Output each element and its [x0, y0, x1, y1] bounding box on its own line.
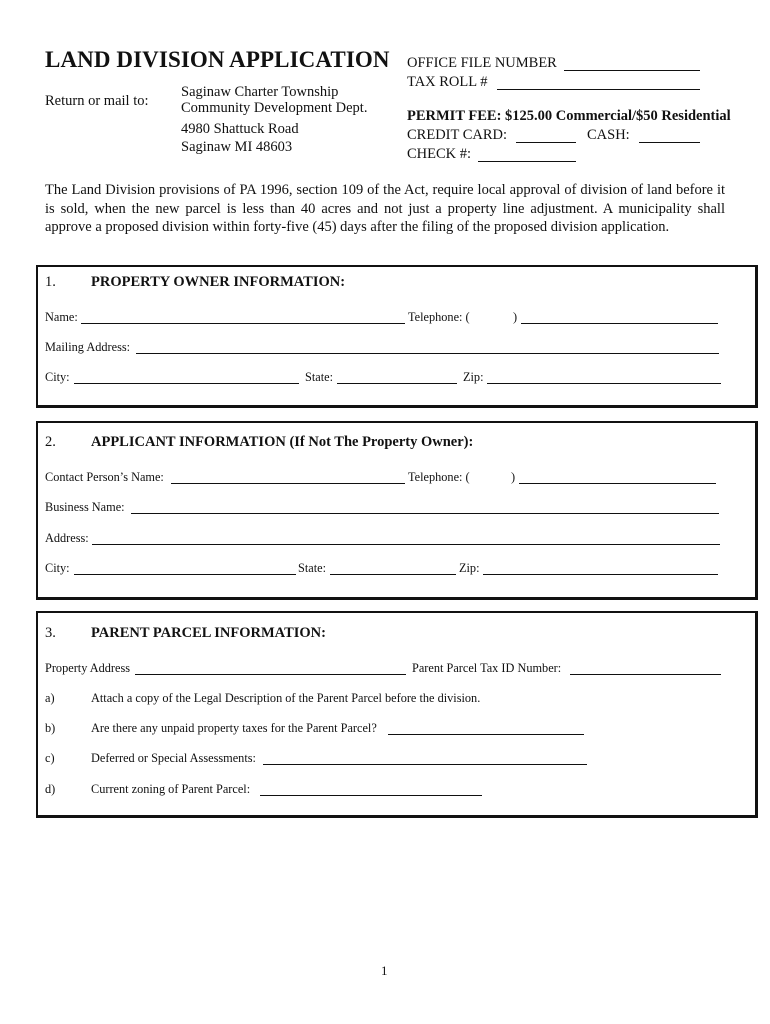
applicant-zip-label: Zip:	[459, 561, 480, 575]
item-b-letter: b)	[45, 721, 56, 735]
tax-id-field[interactable]	[570, 674, 721, 675]
applicant-state-field[interactable]	[330, 574, 456, 575]
business-name-label: Business Name:	[45, 500, 125, 514]
address-line-1: Saginaw Charter Township	[181, 84, 339, 100]
intro-paragraph: The Land Division provisions of PA 1996, section 109 of the Act, require local approval of division of land before it is sold, when the new parcel is less than 40 acres and not just a property line adjustment. A municipality shall approve a proposed division within forty-five (45) days after the filing of the proposed division application.	[45, 182, 725, 235]
tax-id-label: Parent Parcel Tax ID Number:	[412, 661, 562, 675]
applicant-state-label: State:	[298, 561, 327, 575]
owner-zip-label: Zip:	[463, 370, 484, 384]
cash-label: CASH:	[587, 127, 630, 143]
section1-title: PROPERTY OWNER INFORMATION:	[91, 274, 346, 290]
owner-zip-field[interactable]	[487, 383, 721, 384]
owner-mailing-field[interactable]	[136, 353, 719, 354]
section1-number: 1.	[45, 274, 56, 290]
credit-card-field[interactable]	[516, 142, 576, 143]
section3-title: PARENT PARCEL INFORMATION:	[91, 625, 326, 641]
return-label: Return or mail to:	[45, 93, 149, 109]
owner-telephone-field[interactable]	[521, 323, 718, 324]
item-d-text: Current zoning of Parent Parcel:	[91, 782, 251, 796]
property-address-label: Property Address	[45, 661, 131, 675]
item-b-text: Are there any unpaid property taxes for the Parent Parcel?	[91, 721, 377, 735]
contact-name-label: Contact Person’s Name:	[45, 470, 164, 484]
item-a-letter: a)	[45, 691, 55, 705]
tax-roll-field[interactable]	[497, 89, 700, 90]
business-name-field[interactable]	[131, 513, 719, 514]
tax-roll-label: TAX ROLL #	[407, 74, 488, 90]
credit-card-label: CREDIT CARD:	[407, 127, 508, 143]
owner-city-field[interactable]	[74, 383, 299, 384]
page-number: 1	[381, 963, 388, 978]
item-d-letter: d)	[45, 782, 56, 796]
owner-telephone-label: Telephone: (	[408, 310, 470, 324]
office-file-number-label: OFFICE FILE NUMBER	[407, 55, 557, 71]
check-field[interactable]	[478, 161, 576, 162]
owner-mailing-label: Mailing Address:	[45, 340, 131, 354]
zoning-field[interactable]	[260, 795, 482, 796]
cash-field[interactable]	[639, 142, 700, 143]
applicant-city-label: City:	[45, 561, 70, 575]
address-line-4: Saginaw MI 48603	[181, 139, 293, 155]
property-address-field[interactable]	[135, 674, 406, 675]
form-title: LAND DIVISION APPLICATION	[45, 47, 390, 72]
applicant-zip-field[interactable]	[483, 574, 718, 575]
applicant-city-field[interactable]	[74, 574, 296, 575]
applicant-telephone-paren: )	[511, 470, 516, 484]
address-line-2: Community Development Dept.	[181, 100, 368, 116]
applicant-telephone-field[interactable]	[519, 483, 716, 484]
check-label: CHECK #:	[407, 146, 472, 162]
unpaid-taxes-field[interactable]	[388, 734, 584, 735]
owner-state-label: State:	[305, 370, 334, 384]
address-line-3: 4980 Shattuck Road	[181, 121, 299, 137]
applicant-telephone-label: Telephone: (	[408, 470, 470, 484]
owner-name-field[interactable]	[81, 323, 405, 324]
item-a-text: Attach a copy of the Legal Description of the Parent Parcel before the division.	[91, 691, 481, 705]
owner-name-label: Name:	[45, 310, 78, 324]
owner-state-field[interactable]	[337, 383, 457, 384]
permit-fee: PERMIT FEE: $125.00 Commercial/$50 Residential	[407, 108, 731, 124]
section2-title: APPLICANT INFORMATION (If Not The Property Owner):	[91, 434, 474, 450]
item-c-letter: c)	[45, 751, 55, 765]
owner-city-label: City:	[45, 370, 70, 384]
section3-number: 3.	[45, 625, 56, 641]
item-c-text: Deferred or Special Assessments:	[91, 751, 256, 765]
contact-name-field[interactable]	[171, 483, 405, 484]
assessments-field[interactable]	[263, 764, 587, 765]
applicant-address-label: Address:	[45, 531, 89, 545]
office-file-number-field[interactable]	[564, 70, 700, 71]
owner-telephone-paren: )	[513, 310, 518, 324]
applicant-address-field[interactable]	[92, 544, 720, 545]
section2-number: 2.	[45, 434, 56, 450]
